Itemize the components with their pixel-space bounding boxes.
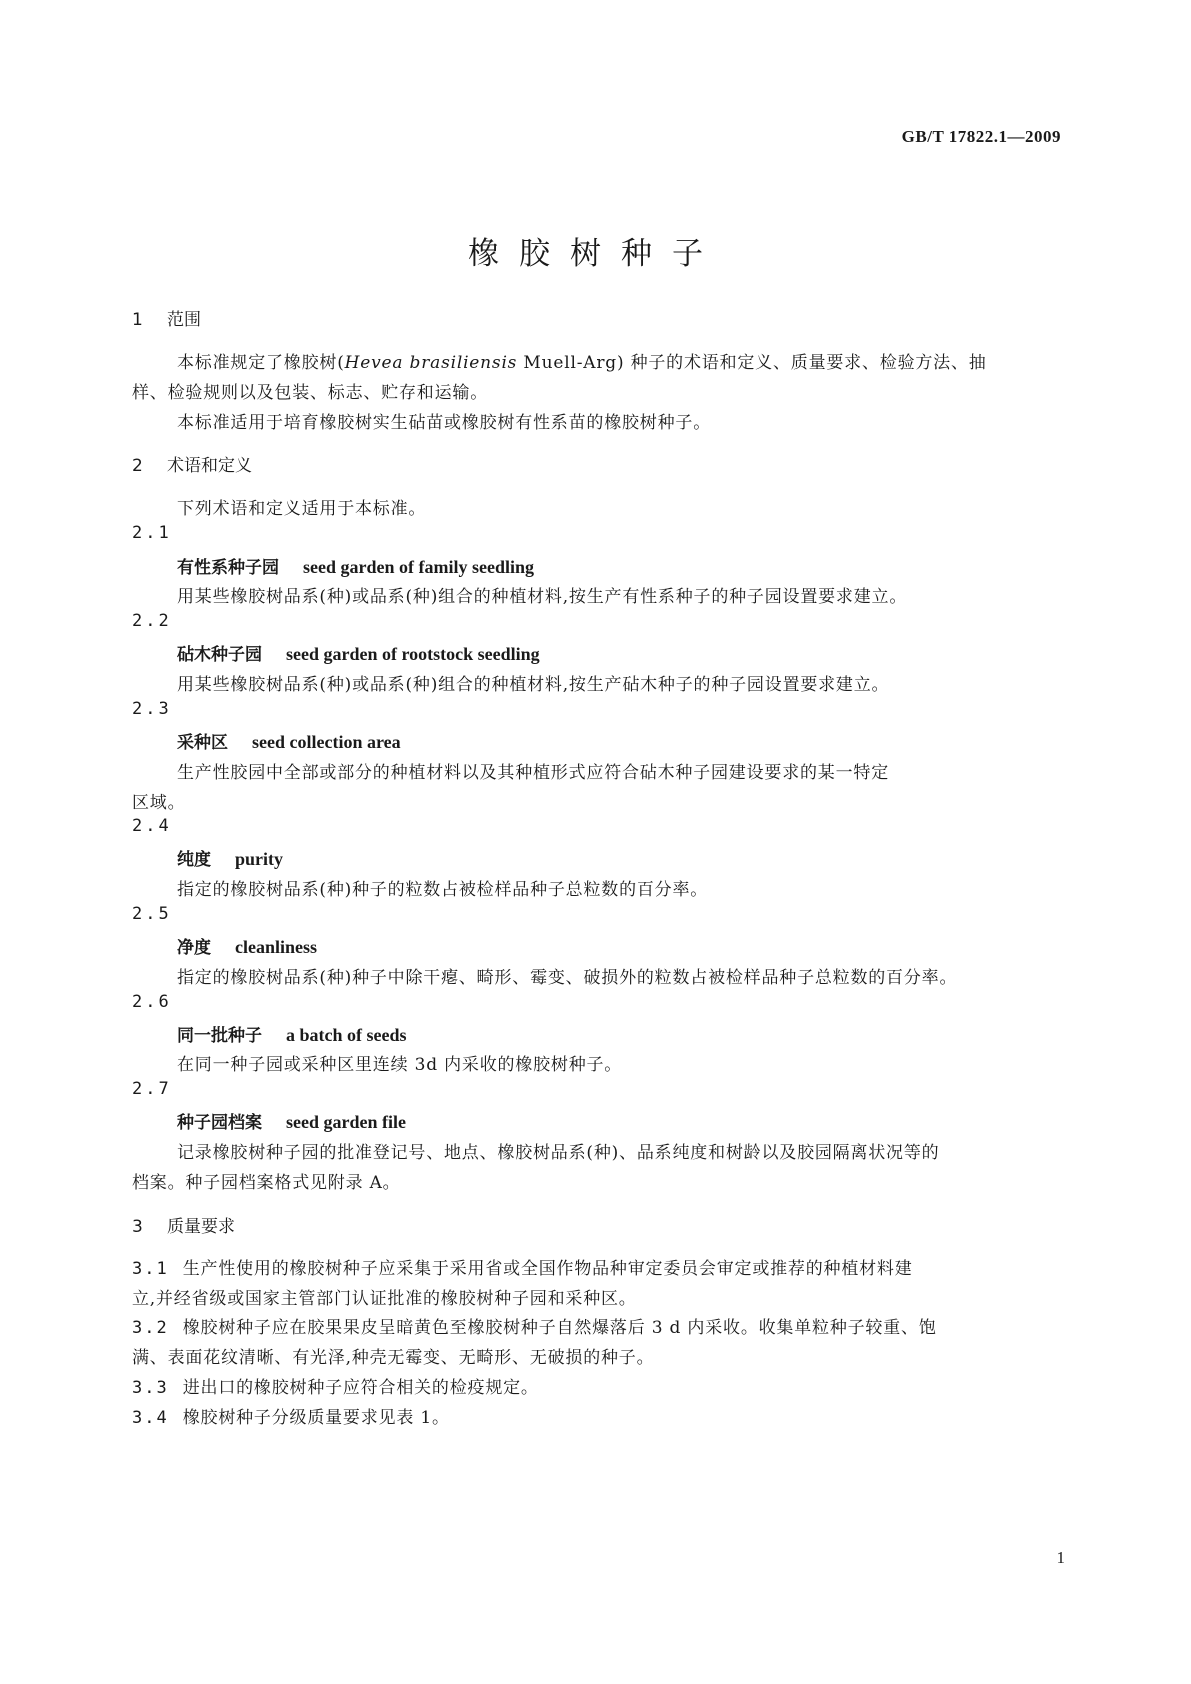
term-en: a batch of seeds: [286, 1025, 407, 1045]
text-run: Muell-Arg) 种子的术语和定义、质量要求、检验方法、抽: [517, 353, 987, 373]
section-2-heading: [132, 451, 252, 476]
term-definition-line: 指定的橡胶树品系(种)种子中除干瘪、畸形、霉变、破损外的粒数占被检样品种子总粒数的百分率。: [177, 968, 958, 988]
clause-number: 3.2: [132, 1318, 169, 1338]
section-title: 范围: [167, 310, 201, 330]
term-en: cleanliness: [235, 937, 318, 957]
term-zh: 种子园档案: [177, 1113, 262, 1133]
page-number: 1: [1056, 1548, 1065, 1567]
term-heading: [177, 933, 317, 958]
term-definition-line: 记录橡胶树种子园的批准登记号、地点、橡胶树品系(种)、品系纯度和树龄以及胶园隔离状况等的: [177, 1143, 940, 1163]
section-3-heading: [132, 1212, 235, 1237]
clause-text: 生产性使用的橡胶树种子应采集于采用省或全国作物品种审定委员会审定或推荐的种植材料建: [182, 1259, 913, 1279]
term-definition-line: 在同一种子园或采种区里连续 3d 内采收的橡胶树种子。: [177, 1055, 623, 1075]
term-number: 2.5: [132, 904, 172, 924]
term-heading: [177, 640, 540, 665]
term-en: seed garden file: [286, 1112, 406, 1132]
clause-line: [132, 1373, 539, 1398]
standard-code: GB/T 17822.1—2009: [901, 127, 1061, 146]
term-definition-line: 用某些橡胶树品系(种)或品系(种)组合的种植材料,按生产砧木种子的种子园设置要求建立。: [177, 675, 890, 695]
term-zh: 净度: [177, 938, 211, 958]
scope-paragraph-2: 本标准适用于培育橡胶树实生砧苗或橡胶树有性系苗的橡胶树种子。: [177, 413, 711, 433]
term-number: 2.2: [132, 611, 172, 631]
clause-text: 进出口的橡胶树种子应符合相关的检疫规定。: [182, 1378, 539, 1398]
term-zh: 砧木种子园: [177, 645, 262, 665]
term-definition-line: 生产性胶园中全部或部分的种植材料以及其种植形式应符合砧木种子园建设要求的某一特定: [177, 763, 889, 783]
section-title: 质量要求: [167, 1217, 235, 1237]
term-en: seed garden of rootstock seedling: [286, 644, 540, 664]
scope-paragraph-1-cont: 样、检验规则以及包装、标志、贮存和运输。: [132, 383, 488, 403]
clause-line: [132, 1254, 913, 1279]
clause-line: 立,并经省级或国家主管部门认证批准的橡胶树种子园和采种区。: [132, 1289, 637, 1309]
term-number: 2.3: [132, 699, 172, 719]
section-title: 术语和定义: [167, 456, 252, 476]
term-zh: 纯度: [177, 850, 211, 870]
scope-paragraph-1: [177, 348, 987, 373]
term-en: purity: [235, 849, 284, 869]
clause-line: [132, 1403, 450, 1428]
term-number: 2.1: [132, 523, 172, 543]
term-heading: [177, 1108, 406, 1133]
term-definition-line: 区域。: [132, 793, 186, 813]
term-zh: 有性系种子园: [177, 558, 279, 578]
term-en: seed collection area: [252, 732, 401, 752]
clause-text: 橡胶树种子分级质量要求见表 1。: [182, 1408, 450, 1428]
section-number: 1: [132, 310, 143, 330]
clause-number: 3.3: [132, 1378, 169, 1398]
term-heading: [177, 1021, 407, 1046]
section-number: 2: [132, 456, 143, 476]
term-definition-line: 档案。种子园档案格式见附录 A。: [132, 1173, 401, 1193]
text-run: 本标准规定了橡胶树(: [177, 353, 345, 373]
clause-number: 3.1: [132, 1259, 169, 1279]
term-number: 2.7: [132, 1079, 172, 1099]
term-definition-line: 指定的橡胶树品系(种)种子的粒数占被检样品种子总粒数的百分率。: [177, 880, 709, 900]
section-1-heading: [132, 305, 201, 330]
term-heading: [177, 845, 283, 870]
document-title: 橡胶树种子: [468, 236, 723, 272]
term-zh: 采种区: [177, 733, 228, 753]
term-number: 2.6: [132, 992, 172, 1012]
term-zh: 同一批种子: [177, 1026, 262, 1046]
term-heading: [177, 728, 401, 753]
term-en: seed garden of family seedling: [303, 557, 534, 577]
clause-line: 满、表面花纹清晰、有光泽,种壳无霉变、无畸形、无破损的种子。: [132, 1348, 655, 1368]
clause-number: 3.4: [132, 1408, 169, 1428]
section-number: 3: [132, 1217, 143, 1237]
term-definition-line: 用某些橡胶树品系(种)或品系(种)组合的种植材料,按生产有性系种子的种子园设置要求建立。: [177, 587, 908, 607]
term-heading: [177, 553, 534, 578]
term-number: 2.4: [132, 816, 172, 836]
species-name: Hevea brasiliensis: [344, 353, 518, 373]
clause-line: [132, 1313, 937, 1338]
terms-intro: 下列术语和定义适用于本标准。: [177, 499, 427, 519]
clause-text: 橡胶树种子应在胶果果皮呈暗黄色至橡胶树种子自然爆落后 3 d 内采收。收集单粒种子较重、饱: [182, 1318, 937, 1338]
